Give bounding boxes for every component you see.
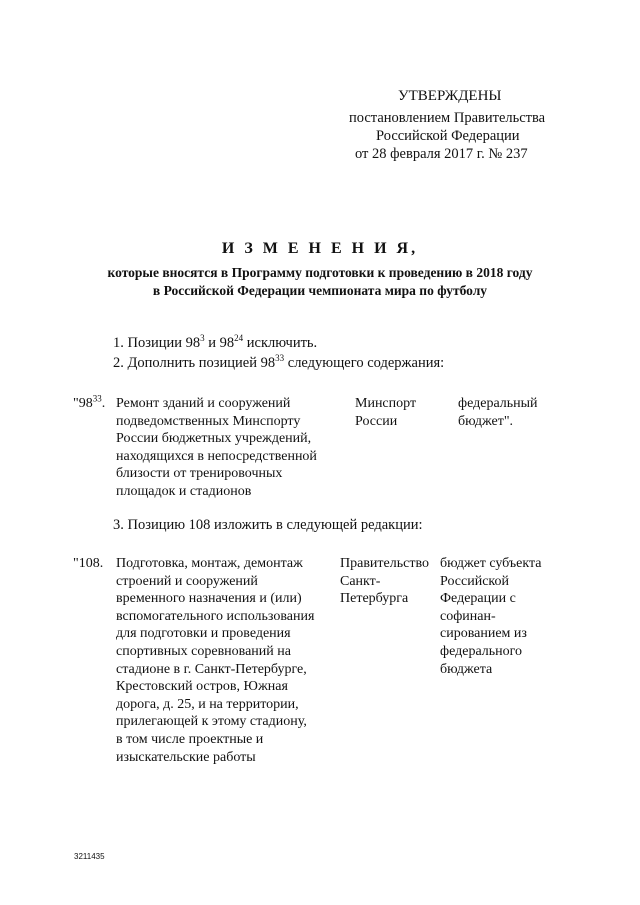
item-2-sup: 33	[275, 353, 285, 364]
item-2-prefix: 2. Дополнить позицией 98	[113, 355, 276, 371]
position-98-33-executor: Минспорт России	[355, 396, 417, 429]
position-98-33-number-suffix: .	[101, 396, 106, 411]
position-108-funding: бюджет субъекта Российской Федерации с софинан- сированием из федерального бюджета	[440, 556, 542, 677]
item-1-suffix: исключить.	[243, 335, 318, 351]
position-98-33-description: Ремонт зданий и сооружений подведомственных Минспорту России бюджетных учреждений, находящихся в непосредственной близости от тренировочных площадок и стадионов	[116, 396, 317, 499]
position-98-33-number-prefix: "98	[73, 396, 93, 411]
position-108-number: "108.	[73, 556, 104, 571]
item-1-mid: и 98	[204, 335, 235, 351]
approval-line-1: постановлением Правительства	[349, 110, 546, 126]
position-98-33-funding: федеральный бюджет".	[458, 396, 538, 429]
approval-title: УТВЕРЖДЕНЫ	[398, 88, 502, 104]
item-3: 3. Позицию 108 изложить в следующей редакции:	[113, 517, 423, 533]
item-2	[113, 355, 444, 372]
document-subtitle-1: которые вносятся в Программу подготовки к проведению в 2018 году	[107, 265, 533, 280]
approval-line-3: от 28 февраля 2017 г. № 237	[355, 146, 528, 162]
item-2-suffix: следующего содержания:	[284, 355, 445, 371]
position-108-description: Подготовка, монтаж, демонтаж строений и сооружений временного назначения и (или) вспомогательного использования для подготовки и проведения спортивных соревнований на стадионе в г. Санкт-Петербурге, Крестовский остров, Южная дорога, д. 25, и на территории, прилегающей к этому стадиону, в том числе проектные и изыскательские работы	[116, 556, 315, 765]
item-1-sup-1: 3	[200, 333, 205, 344]
item-1-sup-2: 24	[234, 333, 244, 344]
item-1-prefix: 1. Позиции 98	[113, 335, 201, 351]
document-subtitle-2: в Российской Федерации чемпионата мира по футболу	[152, 283, 488, 298]
approval-line-2: Российской Федерации	[376, 128, 520, 144]
item-1	[113, 335, 317, 352]
position-98-33-number	[73, 395, 105, 413]
position-108-executor: Правительство Санкт- Петербурга	[340, 556, 429, 607]
document-code: 3211435	[74, 852, 105, 861]
position-98-33-number-sup: 33	[92, 393, 102, 404]
document-title: И З М Е Н Е Н И Я,	[221, 240, 419, 257]
